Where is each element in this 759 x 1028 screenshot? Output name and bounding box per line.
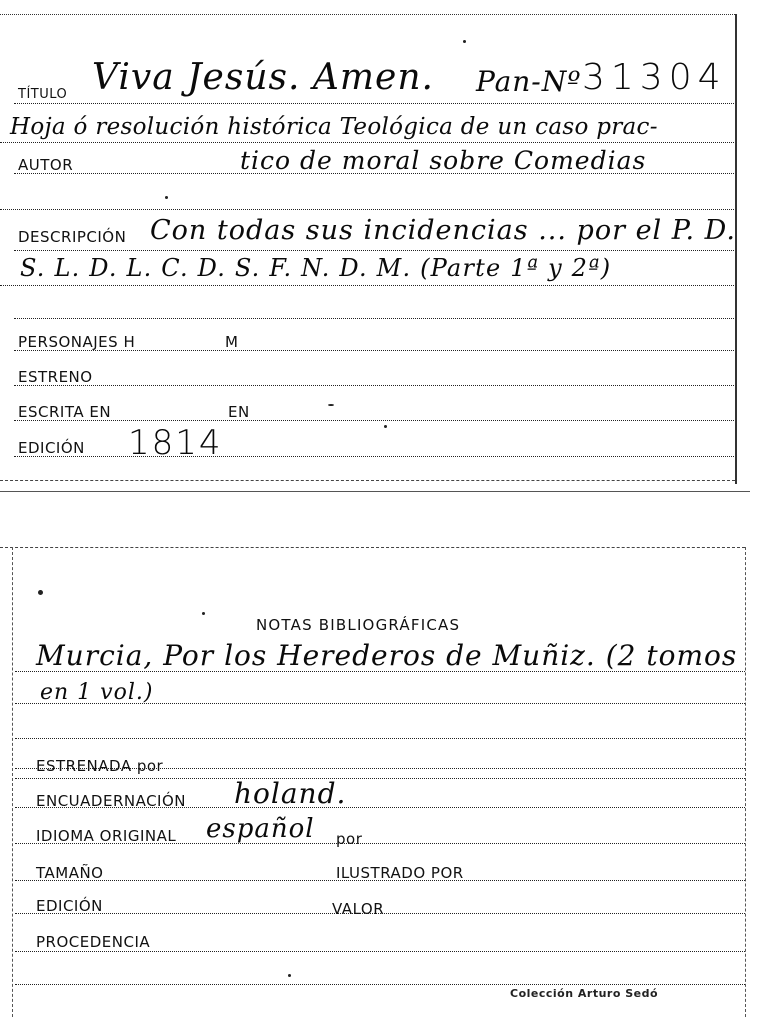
- catalog-card-top: [0, 0, 759, 495]
- descripcion-line2-handwritten: S. L. D. L. C. D. S. F. N. D. M. (Parte 1ª y 2ª): [20, 254, 612, 282]
- en-label: EN: [228, 403, 250, 421]
- descripcion-line-2: [0, 285, 734, 286]
- notas-line2-handwritten: en 1 vol.): [40, 680, 154, 705]
- escrita-en-label: ESCRITA EN: [18, 403, 112, 421]
- ink-speck: [288, 974, 291, 977]
- titulo-handwritten: Viva Jesús. Amen.: [92, 57, 434, 98]
- card-top-edge: [0, 14, 735, 15]
- collection-credit: Colección Arturo Sedó: [510, 987, 659, 1000]
- edicion-label: EDICIÓN: [18, 439, 85, 457]
- estrenada-por-label: ESTRENADA por: [36, 757, 164, 775]
- pan-number-label-handwritten: Pan-Nº: [476, 65, 582, 98]
- notas-bibliograficas-header: NOTAS BIBLIOGRÁFICAS: [256, 616, 461, 634]
- estreno-label: ESTRENO: [18, 368, 93, 386]
- pan-number-handwritten: 31304: [582, 57, 727, 98]
- ink-speck: [202, 612, 205, 615]
- ink-speck: [165, 196, 168, 199]
- encuadernacion-handwritten: holand.: [234, 777, 347, 810]
- descripcion-line-1: [14, 250, 734, 251]
- valor-label: VALOR: [332, 900, 385, 918]
- card-right-edge: [745, 547, 746, 1017]
- tamano-label: TAMAÑO: [36, 864, 104, 882]
- estrenada-line: [15, 778, 745, 779]
- ink-speck: [384, 425, 387, 428]
- procedencia-line: [15, 951, 745, 952]
- separator-line: [0, 209, 734, 210]
- edicion-handwritten: 1814: [128, 423, 223, 463]
- card-left-edge: [12, 547, 13, 1017]
- titulo-line: [14, 103, 734, 104]
- bottom-line: [15, 984, 745, 985]
- autor-handwritten: tico de moral sobre Comedias: [240, 146, 647, 175]
- personajes-h-label: PERSONAJES H: [18, 333, 136, 351]
- notas-line-3: [15, 738, 745, 739]
- idioma-original-label: IDIOMA ORIGINAL: [36, 827, 177, 845]
- card-top-edge: [0, 547, 745, 548]
- card-bottom-edge-2: [0, 491, 750, 492]
- descripcion-line-3: [14, 318, 734, 319]
- card-bottom-edge: [0, 480, 735, 481]
- ink-speck: [38, 590, 43, 595]
- descripcion-label: DESCRIPCIÓN: [18, 228, 127, 246]
- ink-speck: [463, 40, 466, 43]
- catalog-card-bottom: [0, 540, 759, 1028]
- autor-line-1: [0, 142, 734, 143]
- descripcion-line1-handwritten: Con todas sus incidencias ... por el P. D.: [150, 215, 736, 246]
- titulo-label: TÍTULO: [18, 87, 68, 102]
- autor-label: AUTOR: [18, 156, 74, 174]
- edicion-label: EDICIÓN: [36, 897, 103, 915]
- idioma-por-label: por: [336, 830, 363, 848]
- estreno-line: [14, 385, 734, 386]
- card-right-edge: [735, 14, 737, 484]
- ilustrado-por-label: ILUSTRADO POR: [336, 864, 464, 882]
- titulo-line2-handwritten: Hoja ó resolución histórica Teológica de un caso prac-: [10, 114, 658, 140]
- ink-speck: [328, 404, 334, 406]
- encuadernacion-label: ENCUADERNACIÓN: [36, 792, 187, 810]
- escrita-line: [14, 420, 734, 421]
- idioma-original-handwritten: español: [206, 814, 315, 844]
- personajes-m-label: M: [225, 333, 239, 351]
- edicion-line: [14, 456, 734, 457]
- notas-line1-handwritten: Murcia, Por los Herederos de Muñiz. (2 tomos: [36, 639, 738, 672]
- procedencia-label: PROCEDENCIA: [36, 933, 151, 951]
